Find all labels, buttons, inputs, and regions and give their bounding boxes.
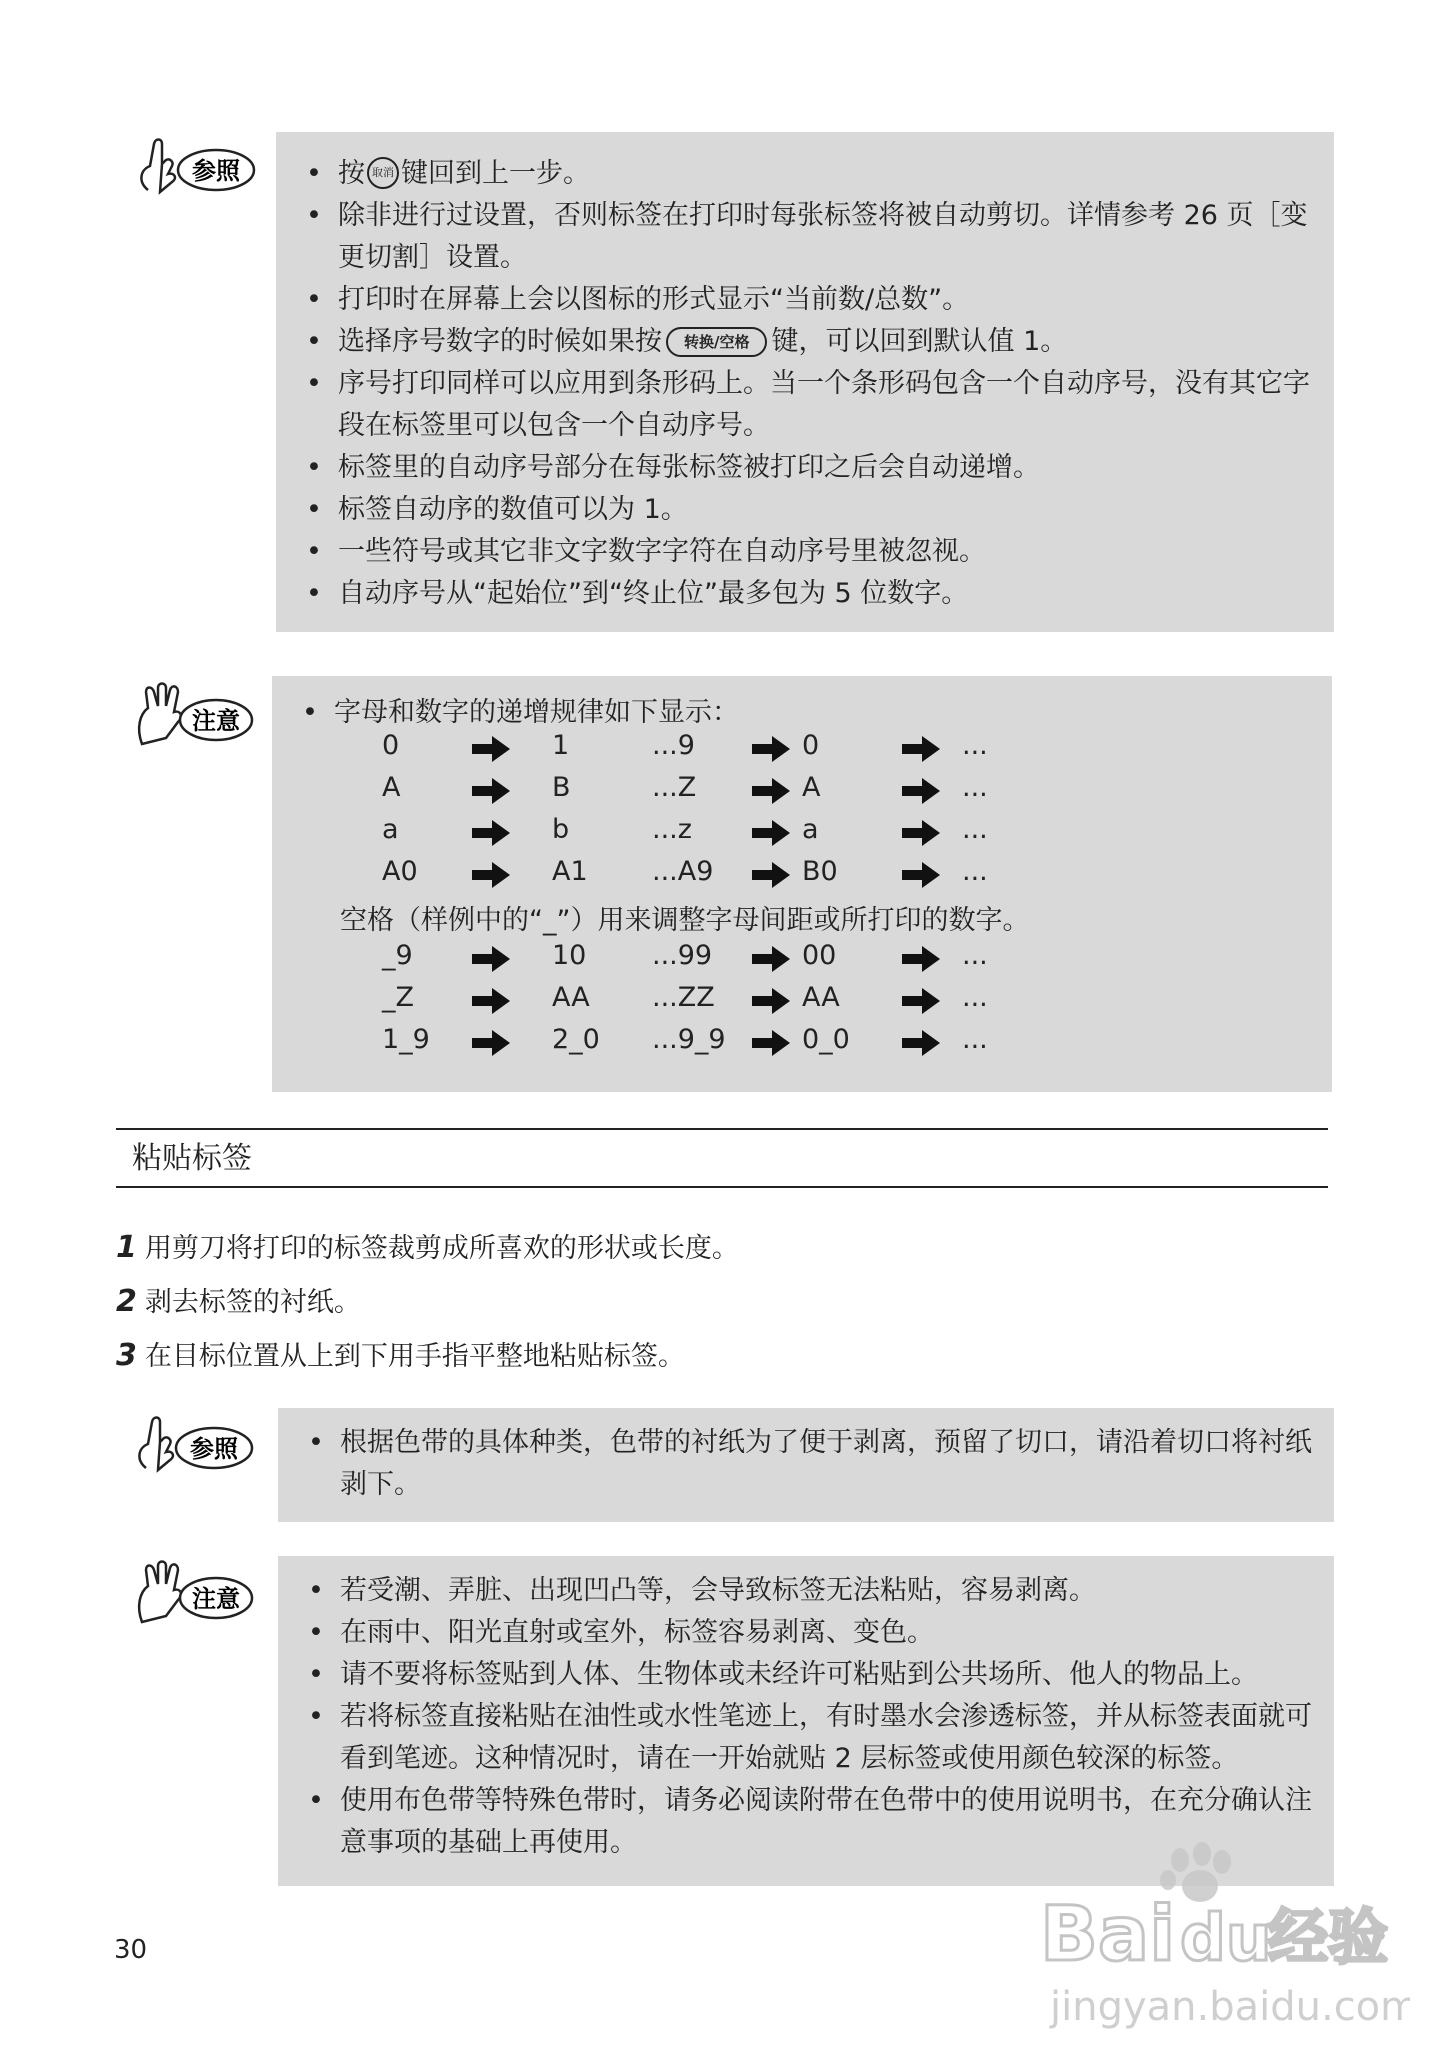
sequence-value: 10 xyxy=(552,940,587,971)
arrow-right-icon xyxy=(472,778,510,811)
sequence-value: ... xyxy=(962,730,988,761)
list-item: • 在雨中、阳光直射或室外，标签容易剥离、变色。 xyxy=(278,1612,1334,1654)
step-text: 剥去标签的衬纸。 xyxy=(144,1287,361,1318)
watermark-brand: Bai xyxy=(1040,1889,1176,1978)
arrow-right-icon xyxy=(752,1030,790,1063)
sequence-value: a xyxy=(802,814,819,845)
list-item: • 若将标签直接粘贴在油性或水性笔迹上，有时墨水会渗透标签，并从标签表面就可看到笔迹。这种情况时，请在一开始就贴 2 层标签或使用颜色较深的标签。 xyxy=(278,1696,1334,1780)
caution-icon xyxy=(130,1556,260,1636)
caution-icon xyxy=(130,678,260,758)
step-item xyxy=(116,1226,739,1265)
sequence-value: _9 xyxy=(382,940,413,971)
reference-icon-label: 参照 xyxy=(192,157,240,185)
sequence-value: ... xyxy=(962,1024,988,1055)
sequence-value: ...99 xyxy=(652,940,713,971)
sequence-value: A1 xyxy=(552,856,588,887)
sequence-value: 2_0 xyxy=(552,1024,600,1055)
sequence-value: ...A9 xyxy=(652,856,714,887)
sequence-value: A xyxy=(382,772,401,803)
cancel-key-icon: 取消 xyxy=(367,157,399,189)
arrow-right-icon xyxy=(752,946,790,979)
step-number: 3 xyxy=(116,1338,137,1373)
list-item xyxy=(276,321,1334,363)
sequence-value: 0_0 xyxy=(802,1024,850,1055)
list-item: • 除非进行过设置，否则标签在打印时每张标签将被自动剪切。详情参考 26 页［变更切割］设置。 xyxy=(276,195,1334,279)
arrow-right-icon xyxy=(752,988,790,1021)
step-number: 1 xyxy=(116,1230,137,1265)
item-text: 选择序号数字的时候如果按 xyxy=(338,326,662,357)
sequence-value: ... xyxy=(962,814,988,845)
caution-box-1 xyxy=(272,676,1332,1092)
sequence-value: AA xyxy=(802,982,840,1013)
sequence-value: ...z xyxy=(652,814,692,845)
sequence-value: a xyxy=(382,814,399,845)
arrow-right-icon xyxy=(472,1030,510,1063)
sequence-value: 0 xyxy=(802,730,820,761)
sequence-value: _Z xyxy=(382,982,414,1013)
list-item xyxy=(276,153,1334,195)
sequence-value: B xyxy=(552,772,571,803)
watermark-brand-2: du xyxy=(1180,1902,1272,1976)
sequence-value: ... xyxy=(962,772,988,803)
increment-intro: • 字母和数字的递增规律如下显示： xyxy=(272,692,1332,734)
sequence-value: ...9_9 xyxy=(652,1024,726,1055)
sequence-value: A xyxy=(802,772,821,803)
watermark-cn: 经验 xyxy=(1268,1903,1388,1973)
arrow-right-icon xyxy=(902,778,940,811)
sequence-value: A0 xyxy=(382,856,418,887)
caution-icon-label: 注意 xyxy=(192,1585,240,1613)
list-item: • 标签自动序的数值可以为 1。 xyxy=(276,489,1334,531)
list-item: • 若受潮、弄脏、出现凹凸等，会导致标签无法粘贴，容易剥离。 xyxy=(278,1570,1334,1612)
step-text: 在目标位置从上到下用手指平整地粘贴标签。 xyxy=(144,1341,685,1372)
step-number: 2 xyxy=(116,1284,137,1319)
list-item: • 请不要将标签贴到人体、生物体或未经许可粘贴到公共场所、他人的物品上。 xyxy=(278,1654,1334,1696)
reference-box-1 xyxy=(276,132,1334,632)
arrow-right-icon xyxy=(902,820,940,853)
sequence-value: ... xyxy=(962,940,988,971)
space-note: 空格（样例中的“_”）用来调整字母间距或所打印的数字。 xyxy=(340,905,1030,936)
item-text: 键回到上一步。 xyxy=(401,158,590,189)
sequence-value: ... xyxy=(962,856,988,887)
item-text: 键，可以回到默认值 1。 xyxy=(771,326,1068,357)
list-item: • 使用布色带等特殊色带时，请务必阅读附带在色带中的使用说明书，在充分确认注意事项的基础上再使用。 xyxy=(278,1780,1334,1864)
arrow-right-icon xyxy=(472,820,510,853)
sequence-value: ... xyxy=(962,982,988,1013)
step-item xyxy=(116,1334,685,1373)
sequence-value: ...9 xyxy=(652,730,695,761)
arrow-right-icon xyxy=(752,820,790,853)
sequence-value: 0 xyxy=(382,730,400,761)
sequence-value: b xyxy=(552,814,570,845)
arrow-right-icon xyxy=(472,736,510,769)
section-top-rule xyxy=(116,1128,1328,1130)
sequence-value: 1 xyxy=(552,730,570,761)
sequence-value: AA xyxy=(552,982,590,1013)
list-item: • 序号打印同样可以应用到条形码上。当一个条形码包含一个自动序号，没有其它字段在标签里可以包含一个自动序号。 xyxy=(276,363,1334,447)
arrow-right-icon xyxy=(902,988,940,1021)
sequence-value: B0 xyxy=(802,856,838,887)
list-item: • 打印时在屏幕上会以图标的形式显示“当前数/总数”。 xyxy=(276,279,1334,321)
item-text: 按 xyxy=(338,158,365,189)
arrow-right-icon xyxy=(902,736,940,769)
arrow-right-icon xyxy=(902,862,940,895)
caution-icon-label: 注意 xyxy=(192,707,240,735)
page-number: 30 xyxy=(114,1935,148,1965)
sequence-value: 00 xyxy=(802,940,837,971)
list-item: • 标签里的自动序号部分在每张标签被打印之后会自动递增。 xyxy=(276,447,1334,489)
list-item: • 根据色带的具体种类，色带的衬纸为了便于剥离，预留了切口，请沿着切口将衬纸剥下。 xyxy=(278,1422,1334,1506)
arrow-right-icon xyxy=(902,946,940,979)
arrow-right-icon xyxy=(472,946,510,979)
arrow-right-icon xyxy=(902,1030,940,1063)
section-title: 粘贴标签 xyxy=(132,1141,252,1176)
baidu-watermark xyxy=(1030,1840,1410,2040)
reference-icon xyxy=(130,130,260,210)
arrow-right-icon xyxy=(752,736,790,769)
step-text: 用剪刀将打印的标签裁剪成所喜欢的形状或长度。 xyxy=(144,1233,739,1264)
list-item: • 一些符号或其它非文字数字字符在自动序号里被忽视。 xyxy=(276,531,1334,573)
sequence-value: ...Z xyxy=(652,772,697,803)
step-item xyxy=(116,1280,361,1319)
caution-box-2 xyxy=(278,1556,1334,1886)
section-bottom-rule xyxy=(116,1186,1328,1188)
sequence-value: 1_9 xyxy=(382,1024,430,1055)
list-item: • 自动序号从“起始位”到“终止位”最多包为 5 位数字。 xyxy=(276,573,1334,615)
sequence-value: ...ZZ xyxy=(652,982,715,1013)
convert-space-key-icon: 转换/空格 xyxy=(666,327,767,357)
arrow-right-icon xyxy=(472,862,510,895)
arrow-right-icon xyxy=(752,778,790,811)
reference-icon-label: 参照 xyxy=(190,1435,238,1463)
arrow-right-icon xyxy=(472,988,510,1021)
reference-box-2 xyxy=(278,1408,1334,1522)
arrow-right-icon xyxy=(752,862,790,895)
reference-icon xyxy=(128,1408,258,1488)
watermark-url: jingyan.baidu.com xyxy=(1050,1984,1410,2030)
